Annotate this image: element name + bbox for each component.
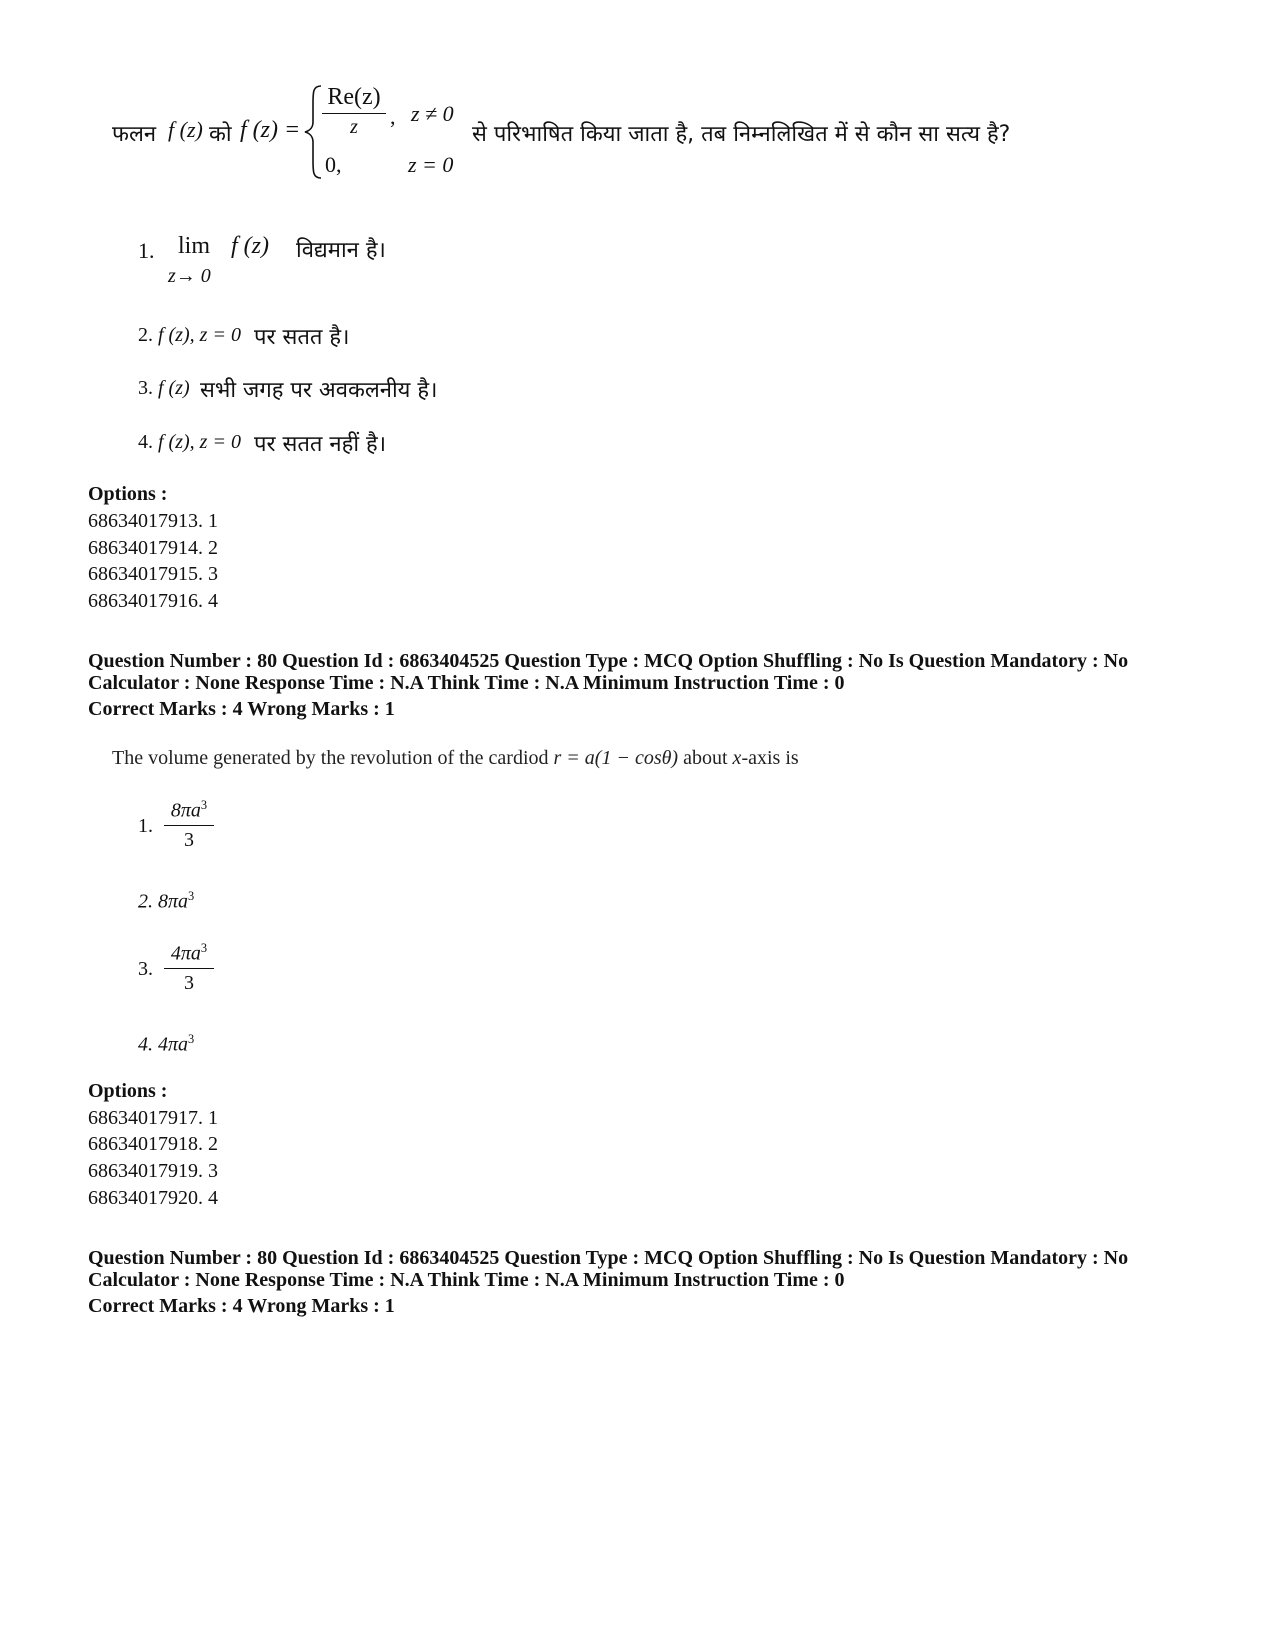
q1-opt1-text: विद्यमान है। (296, 238, 386, 263)
q1-options-label: Options : (88, 483, 168, 505)
q2-question-post: -axis is (741, 747, 799, 769)
q1-fz-eq: f (z) = (240, 117, 301, 143)
q1-case1-numerator: Re(z) (322, 84, 386, 114)
q1-opt2-math: f (z), z = 0 (158, 324, 241, 346)
q2-question-mid: about (678, 747, 733, 769)
q2-opt4-text: 4. 4πa (138, 1033, 189, 1056)
q1-opt4-text: पर सतत नहीं है। (254, 432, 387, 457)
q1-ko: को (209, 122, 232, 147)
q2-opt1-denominator: 3 (184, 828, 194, 851)
q1-opt1-sub: z→ 0 (168, 265, 211, 287)
q1-case1-comma: , (390, 104, 396, 129)
q2-opt3-exponent: 3 (200, 941, 208, 955)
meta1-line1: Question Number : 80 Question Id : 6863404525 Question Type : MCQ Option Shuffling : No Is Question Mandatory : No (88, 650, 1129, 672)
q1-case2-cond: z = 0 (408, 152, 454, 177)
q1-opt2-number: 2. (138, 324, 153, 346)
q2-option-id-1: 68634017917. 1 (88, 1107, 218, 1129)
meta2-line1: Question Number : 80 Question Id : 6863404525 Question Type : MCQ Option Shuffling : No Is Question Mandatory : No (88, 1247, 1129, 1269)
q1-opt2-text: पर सतत है। (254, 325, 350, 350)
meta1-line3: Correct Marks : 4 Wrong Marks : 1 (88, 698, 395, 720)
q2-opt3-numerator: 4πa (170, 942, 201, 965)
q2-opt3-fraction (164, 941, 214, 995)
q1-case1-fraction (322, 84, 386, 139)
q2-opt4-exponent: 3 (188, 1032, 195, 1046)
q1-fz: f (z) (168, 117, 203, 142)
q2-opt4 (138, 1032, 194, 1057)
q2-option-id-3: 68634017919. 3 (88, 1160, 218, 1182)
q2-opt1-number: 1. (138, 815, 153, 837)
q1-opt1-lim: lim (178, 233, 211, 259)
q2-option-id-4: 68634017920. 4 (88, 1187, 218, 1209)
q2-question-text (112, 747, 799, 770)
meta2-line2: Calculator : None Response Time : N.A Think Time : N.A Minimum Instruction Time : 0 (88, 1269, 845, 1291)
q2-question-eq: r = a(1 − cosθ) (553, 747, 679, 769)
q2-opt1-exponent: 3 (200, 798, 208, 812)
q2-opt2-exponent: 3 (188, 889, 195, 903)
q1-case1-cond: z ≠ 0 (411, 101, 454, 126)
q2-question-x: x (732, 747, 742, 769)
q1-opt3-number: 3. (138, 377, 153, 399)
q1-option-id-2: 68634017914. 2 (88, 537, 218, 559)
q2-opt2 (138, 889, 194, 914)
q1-opt3-text: सभी जगह पर अवकलनीय है। (200, 378, 438, 403)
q2-opt1-numerator: 8πa (170, 799, 201, 822)
q2-option-id-2: 68634017918. 2 (88, 1133, 218, 1155)
q2-opt3-number: 3. (138, 958, 153, 980)
q1-pre-text: फलन (112, 122, 157, 147)
q1-post-text: से परिभाषित किया जाता है, तब निम्नलिखित में से कौन सा सत्य है? (472, 122, 1011, 147)
q1-opt4-math: f (z), z = 0 (158, 431, 241, 453)
q1-opt4-number: 4. (138, 431, 153, 453)
q1-opt1-number: 1. (138, 238, 155, 263)
q1-case2-val: 0, (325, 152, 342, 177)
q2-options-label: Options : (88, 1080, 168, 1102)
q1-option-id-1: 68634017913. 1 (88, 510, 218, 532)
meta1-line2: Calculator : None Response Time : N.A Think Time : N.A Minimum Instruction Time : 0 (88, 672, 845, 694)
q2-opt2-text: 2. 8πa (138, 890, 189, 913)
q1-option-id-3: 68634017915. 3 (88, 563, 218, 585)
meta2-line3: Correct Marks : 4 Wrong Marks : 1 (88, 1295, 395, 1317)
q1-case1-denominator: z (350, 116, 358, 138)
q2-opt1-fraction (164, 798, 214, 852)
q1-opt1-f: f (z) (231, 233, 269, 259)
q1-option-id-4: 68634017916. 4 (88, 590, 218, 612)
q2-opt3-denominator: 3 (184, 971, 194, 994)
q2-question-pre: The volume generated by the revolution of the cardiod (112, 747, 554, 769)
q1-opt3-math: f (z) (158, 377, 190, 399)
